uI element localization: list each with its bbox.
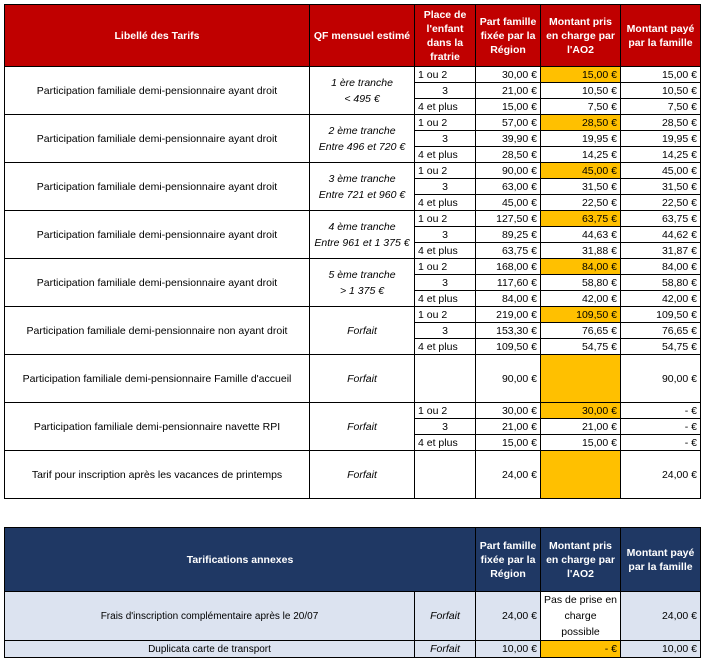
header-place: Place de l'enfant dans la fratrie (415, 5, 476, 67)
table-row (5, 163, 701, 179)
paye-cell: 10,50 € (621, 83, 701, 99)
place-cell: 3 (415, 179, 476, 195)
tarif-libelle: Participation familiale demi-pensionnaire ayant droit (5, 115, 310, 163)
place-cell: 1 ou 2 (415, 67, 476, 83)
qf-tranche: 1 ère tranche (331, 76, 393, 89)
paye-cell: 54,75 € (621, 339, 701, 355)
table-row (5, 403, 701, 419)
annexes-header-part: Part famille fixée par la Région (476, 528, 541, 592)
paye-cell: - € (621, 435, 701, 451)
qf-range: Entre 496 et 720 € (318, 140, 406, 153)
place-cell: 4 et plus (415, 291, 476, 307)
paye-cell: 14,25 € (621, 147, 701, 163)
place-cell: 1 ou 2 (415, 211, 476, 227)
place-cell: 4 et plus (415, 339, 476, 355)
place-cell (415, 355, 476, 403)
tarif-libelle: Participation familiale demi-pensionnaire Famille d'accueil (5, 355, 310, 403)
paye-cell: 109,50 € (621, 307, 701, 323)
place-cell: 1 ou 2 (415, 115, 476, 131)
part-cell: 15,00 € (476, 99, 541, 115)
part-cell: 90,00 € (476, 163, 541, 179)
paye-cell: 42,00 € (621, 291, 701, 307)
paye-cell: 19,95 € (621, 131, 701, 147)
place-cell: 1 ou 2 (415, 403, 476, 419)
ao-cell: 31,88 € (541, 243, 621, 259)
place-cell: 3 (415, 419, 476, 435)
place-cell: 4 et plus (415, 99, 476, 115)
paye-cell: 22,50 € (621, 195, 701, 211)
ao-cell: 30,00 € (541, 403, 621, 419)
part-cell: 153,30 € (476, 323, 541, 339)
paye-cell: 31,87 € (621, 243, 701, 259)
paye-cell: 84,00 € (621, 259, 701, 275)
qf-cell: Forfait (415, 641, 476, 658)
annexe-libelle: Duplicata carte de transport (5, 641, 415, 658)
table-row (5, 67, 701, 83)
qf-tranche: Forfait (347, 324, 377, 337)
ao-cell: Pas de prise en charge possible (541, 592, 621, 641)
qf-cell (310, 115, 415, 163)
part-cell: 39,90 € (476, 131, 541, 147)
qf-cell (310, 67, 415, 115)
part-cell: 10,00 € (476, 641, 541, 658)
ao-cell: 63,75 € (541, 211, 621, 227)
part-cell: 117,60 € (476, 275, 541, 291)
part-cell: 15,00 € (476, 435, 541, 451)
qf-cell (310, 307, 415, 355)
part-cell: 45,00 € (476, 195, 541, 211)
ao-cell: 44,63 € (541, 227, 621, 243)
part-cell: 63,75 € (476, 243, 541, 259)
paye-cell: 10,00 € (621, 641, 701, 658)
paye-cell: - € (621, 419, 701, 435)
ao-cell: 31,50 € (541, 179, 621, 195)
ao-cell: 28,50 € (541, 115, 621, 131)
tarif-libelle: Participation familiale demi-pensionnaire ayant droit (5, 163, 310, 211)
part-cell: 89,25 € (476, 227, 541, 243)
place-cell: 1 ou 2 (415, 259, 476, 275)
ao-cell: 54,75 € (541, 339, 621, 355)
annexe-libelle: Frais d'inscription complémentaire après le 20/07 (5, 592, 415, 641)
part-cell: 30,00 € (476, 67, 541, 83)
qf-cell (310, 211, 415, 259)
part-cell: 57,00 € (476, 115, 541, 131)
ao-cell: 22,50 € (541, 195, 621, 211)
table-row (5, 355, 701, 403)
tarif-libelle: Participation familiale demi-pensionnaire ayant droit (5, 67, 310, 115)
place-cell: 4 et plus (415, 195, 476, 211)
place-cell: 3 (415, 275, 476, 291)
part-cell: 30,00 € (476, 403, 541, 419)
place-cell: 4 et plus (415, 435, 476, 451)
place-cell: 3 (415, 323, 476, 339)
qf-cell: Forfait (415, 592, 476, 641)
qf-range: < 495 € (344, 92, 380, 105)
header-row (5, 5, 701, 67)
paye-cell: 24,00 € (621, 592, 701, 641)
table-row (5, 115, 701, 131)
ao-cell: 76,65 € (541, 323, 621, 339)
paye-cell: - € (621, 403, 701, 419)
ao-cell: 19,95 € (541, 131, 621, 147)
part-cell: 24,00 € (476, 592, 541, 641)
table-row (5, 307, 701, 323)
ao-cell: 15,00 € (541, 435, 621, 451)
annexe-row (5, 592, 701, 641)
ao-cell: 10,50 € (541, 83, 621, 99)
table-row (5, 259, 701, 275)
ao-cell (541, 355, 621, 403)
part-cell: 21,00 € (476, 419, 541, 435)
annexes-header-paye: Montant payé par la famille (621, 528, 701, 592)
paye-cell: 58,80 € (621, 275, 701, 291)
ao-cell: 109,50 € (541, 307, 621, 323)
place-cell: 3 (415, 131, 476, 147)
qf-cell (310, 163, 415, 211)
qf-tranche: 2 ème tranche (328, 124, 396, 137)
table-row (5, 211, 701, 227)
qf-cell: Forfait (310, 451, 415, 499)
header-qf: QF mensuel estimé (310, 5, 415, 67)
ao-cell: 7,50 € (541, 99, 621, 115)
qf-cell: Forfait (310, 355, 415, 403)
part-cell: 84,00 € (476, 291, 541, 307)
tarif-libelle: Participation familiale demi-pensionnaire navette RPI (5, 403, 310, 451)
annexes-header-row (5, 528, 701, 592)
paye-cell: 28,50 € (621, 115, 701, 131)
place-cell (415, 451, 476, 499)
ao-cell: 84,00 € (541, 259, 621, 275)
qf-range: Entre 721 et 960 € (318, 188, 406, 201)
paye-cell: 31,50 € (621, 179, 701, 195)
table-row (5, 451, 701, 499)
ao-cell: 42,00 € (541, 291, 621, 307)
tarifs-table (4, 4, 701, 499)
paye-cell: 7,50 € (621, 99, 701, 115)
paye-cell: 90,00 € (621, 355, 701, 403)
paye-cell: 24,00 € (621, 451, 701, 499)
qf-range: > 1 375 € (339, 284, 385, 297)
part-cell: 168,00 € (476, 259, 541, 275)
ao-cell: 45,00 € (541, 163, 621, 179)
place-cell: 4 et plus (415, 243, 476, 259)
part-cell: 28,50 € (476, 147, 541, 163)
qf-cell: Forfait (310, 403, 415, 451)
header-ao: Montant pris en charge par l'AO2 (541, 5, 621, 67)
paye-cell: 44,62 € (621, 227, 701, 243)
paye-cell: 76,65 € (621, 323, 701, 339)
paye-cell: 15,00 € (621, 67, 701, 83)
part-cell: 109,50 € (476, 339, 541, 355)
ao-cell: 14,25 € (541, 147, 621, 163)
qf-range: Entre 961 et 1 375 € (314, 236, 410, 249)
tarif-libelle: Participation familiale demi-pensionnaire ayant droit (5, 259, 310, 307)
ao-cell (541, 451, 621, 499)
paye-cell: 45,00 € (621, 163, 701, 179)
annexes-title: Tarifications annexes (5, 528, 476, 592)
place-cell: 1 ou 2 (415, 163, 476, 179)
qf-tranche: 3 ème tranche (328, 172, 396, 185)
ao-cell: 15,00 € (541, 67, 621, 83)
paye-cell: 63,75 € (621, 211, 701, 227)
annexes-header-ao: Montant pris en charge par l'AO2 (541, 528, 621, 592)
annexes-table (4, 527, 701, 658)
place-cell: 4 et plus (415, 147, 476, 163)
tarif-libelle: Tarif pour inscription après les vacances de printemps (5, 451, 310, 499)
ao-cell: - € (541, 641, 621, 658)
part-cell: 63,00 € (476, 179, 541, 195)
part-cell: 21,00 € (476, 83, 541, 99)
place-cell: 3 (415, 83, 476, 99)
tarif-libelle: Participation familiale demi-pensionnaire ayant droit (5, 211, 310, 259)
place-cell: 3 (415, 227, 476, 243)
ao-cell: 21,00 € (541, 419, 621, 435)
part-cell: 219,00 € (476, 307, 541, 323)
place-cell: 1 ou 2 (415, 307, 476, 323)
part-cell: 127,50 € (476, 211, 541, 227)
part-cell: 90,00 € (476, 355, 541, 403)
annexe-row (5, 641, 701, 658)
tarif-libelle: Participation familiale demi-pensionnaire non ayant droit (5, 307, 310, 355)
header-part: Part famille fixée par la Région (476, 5, 541, 67)
header-paye: Montant payé par la famille (621, 5, 701, 67)
ao-cell: 58,80 € (541, 275, 621, 291)
part-cell: 24,00 € (476, 451, 541, 499)
qf-tranche: 5 ème tranche (328, 268, 396, 281)
qf-tranche: 4 ème tranche (328, 220, 396, 233)
qf-cell (310, 259, 415, 307)
header-libelle: Libellé des Tarifs (5, 5, 310, 67)
